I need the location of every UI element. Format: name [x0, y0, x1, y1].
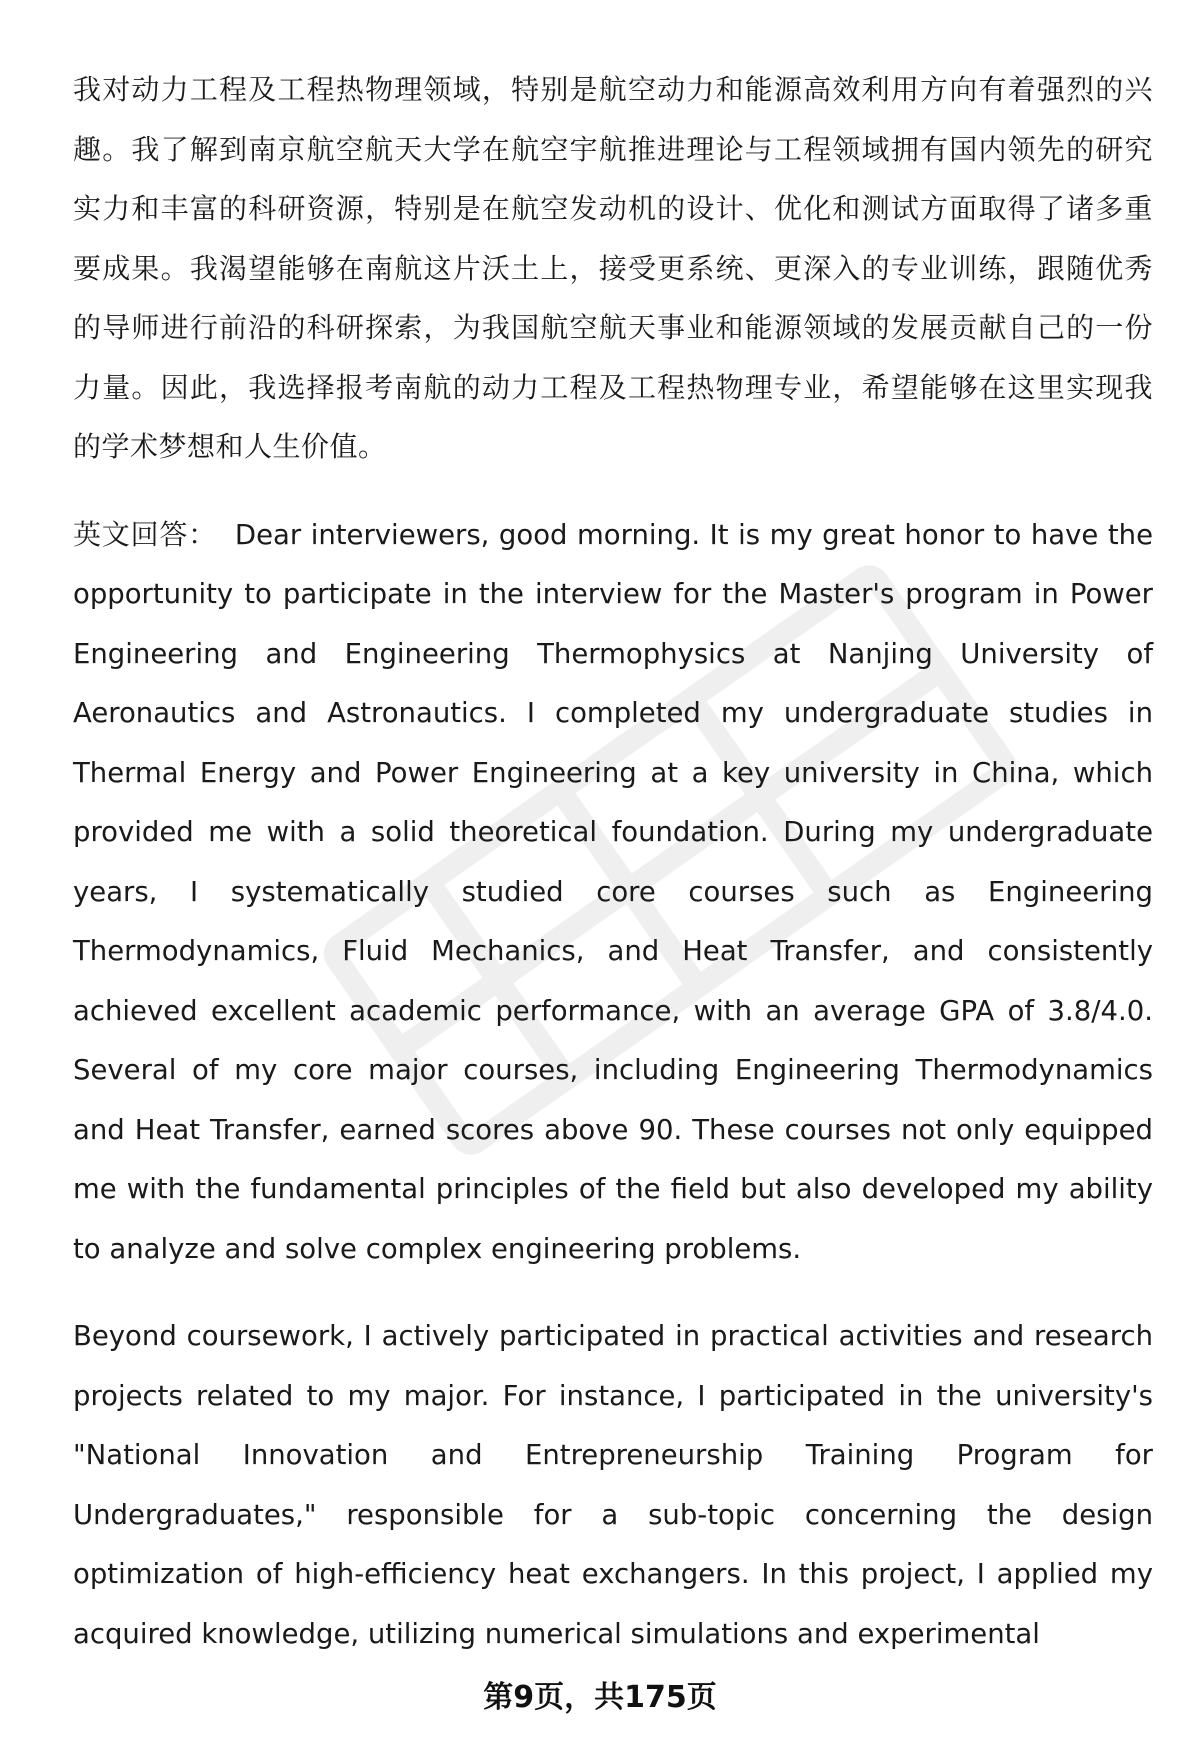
- paragraph-english-answer-intro: [73, 505, 1153, 1280]
- page-number-footer: 第9页，共175页: [483, 1680, 717, 1715]
- english-answer-text: Dear interviewers, good morning. It is my great honor to have the opportunity to participate in the interview for the Master's program in Power Engineering and Engineering Thermophysics at Nanjing University of Aeronautics and Astronautics. I completed my undergraduate studies in Thermal Energy and Power Engineering at a key university in China, which provided me with a solid theoretical foundation. During my undergraduate years, I systematically studied core courses such as Engineering Thermodynamics, Fluid Mechanics, and Heat Transfer, and consistently achieved excellent academic performance, with an average GPA of 3.8/4.0. Several of my core major courses, including Engineering Thermodynamics and Heat Transfer, earned scores above 90. These courses not only equipped me with the fundamental principles of the field but also developed my ability to analyze and solve complex engineering problems.: [73, 518, 1153, 1265]
- paragraph-english-answer-research: Beyond coursework, I actively participated in practical activities and research projects related to my major. For instance, I participated in the university's "National Innovation and Entrepreneurship Training Program for Undergraduates," responsible for a sub-topic concerning the design optimization of high-efficiency heat exchangers. In this project, I applied my acquired knowledge, utilizing numerical simulations and experimental: [73, 1320, 1153, 1650]
- paragraph-chinese-answer: 我对动力工程及工程热物理领域，特别是航空动力和能源高效利用方向有着强烈的兴趣。我了解到南京航空航天大学在航空宇航推进理论与工程领域拥有国内领先的研究实力和丰富的科研资源，特别是在航空发动机的设计、优化和测试方面取得了诸多重要成果。我渴望能够在南航这片沃土上，接受更系统、更深入的专业训练，跟随优秀的导师进行前沿的科研探索，为我国航空航天事业和能源领域的发展贡献自己的一份力量。因此，我选择报考南航的动力工程及工程热物理专业，希望能够在这里实现我的学术梦想和人生价值。: [73, 73, 1153, 463]
- english-answer-label: 英文回答：: [73, 517, 217, 551]
- document-body: [73, 60, 1153, 1692]
